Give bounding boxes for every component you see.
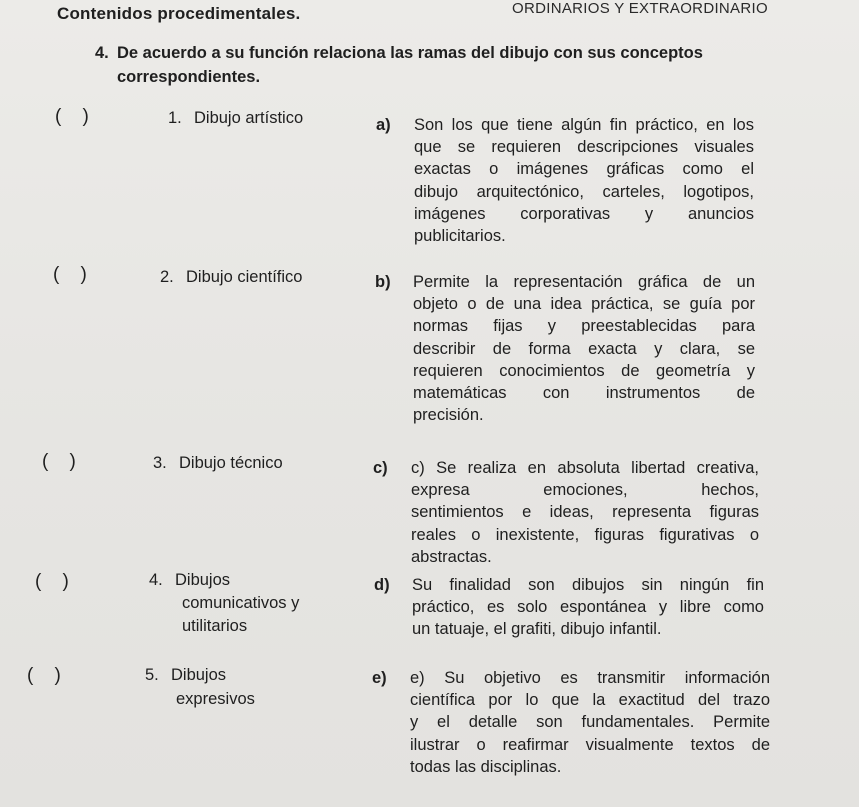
term-text: Dibujo artístico bbox=[194, 109, 304, 127]
definition-line: abstractas. bbox=[411, 547, 492, 566]
term-number: 1. bbox=[168, 109, 182, 127]
definition-c bbox=[373, 457, 759, 568]
term-number: 4. bbox=[149, 571, 163, 589]
exam-type-label: ORDINARIOS Y EXTRAORDINARIO bbox=[512, 0, 768, 17]
term-4-line-2: comunicativos y bbox=[182, 594, 300, 612]
definition-line: normas fijas y preestablecidas para bbox=[413, 317, 755, 336]
term-number: 3. bbox=[153, 454, 167, 472]
term-text: Dibujo técnico bbox=[179, 454, 283, 472]
question-text-line-1: De acuerdo a su función relaciona las ramas del dibujo con sus conceptos bbox=[117, 44, 703, 62]
question-text-line-2: correspondientes. bbox=[117, 68, 261, 86]
definition-line: Permite la representación gráfica de un bbox=[413, 273, 755, 291]
answer-blank-2[interactable]: ( ) bbox=[53, 264, 87, 285]
definition-letter: c) bbox=[373, 459, 388, 477]
term-number: 5. bbox=[145, 666, 159, 684]
term-text: Dibujo científico bbox=[186, 268, 303, 286]
term-1 bbox=[168, 107, 303, 129]
definition-line: imágenes corporativas y anuncios bbox=[414, 204, 754, 223]
definition-letter: b) bbox=[375, 273, 391, 291]
definition-line: Su finalidad son dibujos sin ningún fin bbox=[412, 576, 764, 594]
term-3 bbox=[153, 452, 283, 474]
term-5 bbox=[145, 664, 226, 686]
term-text: Dibujos bbox=[171, 666, 227, 684]
definition-line: que se requieren descripciones visuales bbox=[414, 138, 754, 157]
section-title: Contenidos procedimentales. bbox=[57, 4, 301, 23]
term-4 bbox=[149, 569, 230, 591]
question-number: 4. bbox=[95, 44, 109, 62]
definition-line: ilustrar o reafirmar visualmente textos de bbox=[410, 735, 770, 754]
definition-line: describir de forma exacta y clara, se bbox=[413, 339, 755, 358]
definition-line: publicitarios. bbox=[414, 227, 506, 246]
definition-line: todas las disciplinas. bbox=[410, 757, 562, 776]
term-4-line-3: utilitarios bbox=[182, 617, 248, 635]
term-number: 2. bbox=[160, 268, 174, 286]
answer-blank-1[interactable]: ( ) bbox=[55, 106, 89, 127]
term-text: Dibujos bbox=[175, 571, 231, 589]
definition-line: reales o inexistente, figuras figurativas o bbox=[411, 525, 759, 544]
definition-line: precisión. bbox=[413, 406, 484, 425]
definition-line: e) Su objetivo es transmitir información bbox=[410, 669, 770, 687]
definition-line: matemáticas con instrumentos de bbox=[413, 384, 755, 403]
definition-letter: d) bbox=[374, 576, 390, 594]
definition-line: dibujo arquitectónico, carteles, logotipos, bbox=[414, 182, 754, 201]
definition-line: científica por lo que la exactitud del trazo bbox=[410, 691, 770, 710]
definition-a bbox=[376, 114, 754, 247]
question-prompt bbox=[95, 41, 775, 89]
answer-blank-3[interactable]: ( ) bbox=[42, 451, 76, 472]
definition-line: expresa emociones, hechos, bbox=[411, 481, 759, 500]
definition-e bbox=[372, 667, 770, 778]
answer-blank-4[interactable]: ( ) bbox=[35, 571, 69, 592]
definition-letter: a) bbox=[376, 116, 391, 134]
definition-letter: e) bbox=[372, 669, 387, 687]
definition-line: un tatuaje, el grafiti, dibujo infantil. bbox=[412, 620, 662, 639]
answer-blank-5[interactable]: ( ) bbox=[27, 665, 61, 686]
definition-line: objeto o de una idea práctica, se guía por bbox=[413, 295, 755, 314]
term-2 bbox=[160, 266, 302, 288]
definition-line: Son los que tiene algún fin práctico, en los bbox=[414, 116, 754, 134]
definition-line: exactas o imágenes gráficas como el bbox=[414, 160, 754, 179]
definition-line: c) Se realiza en absoluta libertad creativa, bbox=[411, 459, 759, 477]
term-5-line-2: expresivos bbox=[176, 690, 255, 708]
definition-line: práctico, es solo espontánea y libre como bbox=[412, 598, 764, 617]
definition-b bbox=[375, 271, 755, 426]
definition-line: requieren conocimientos de geometría y bbox=[413, 361, 755, 380]
definition-d bbox=[374, 574, 764, 641]
definition-line: sentimientos e ideas, representa figuras bbox=[411, 503, 759, 522]
definition-line: y el detalle son fundamentales. Permite bbox=[410, 713, 770, 732]
